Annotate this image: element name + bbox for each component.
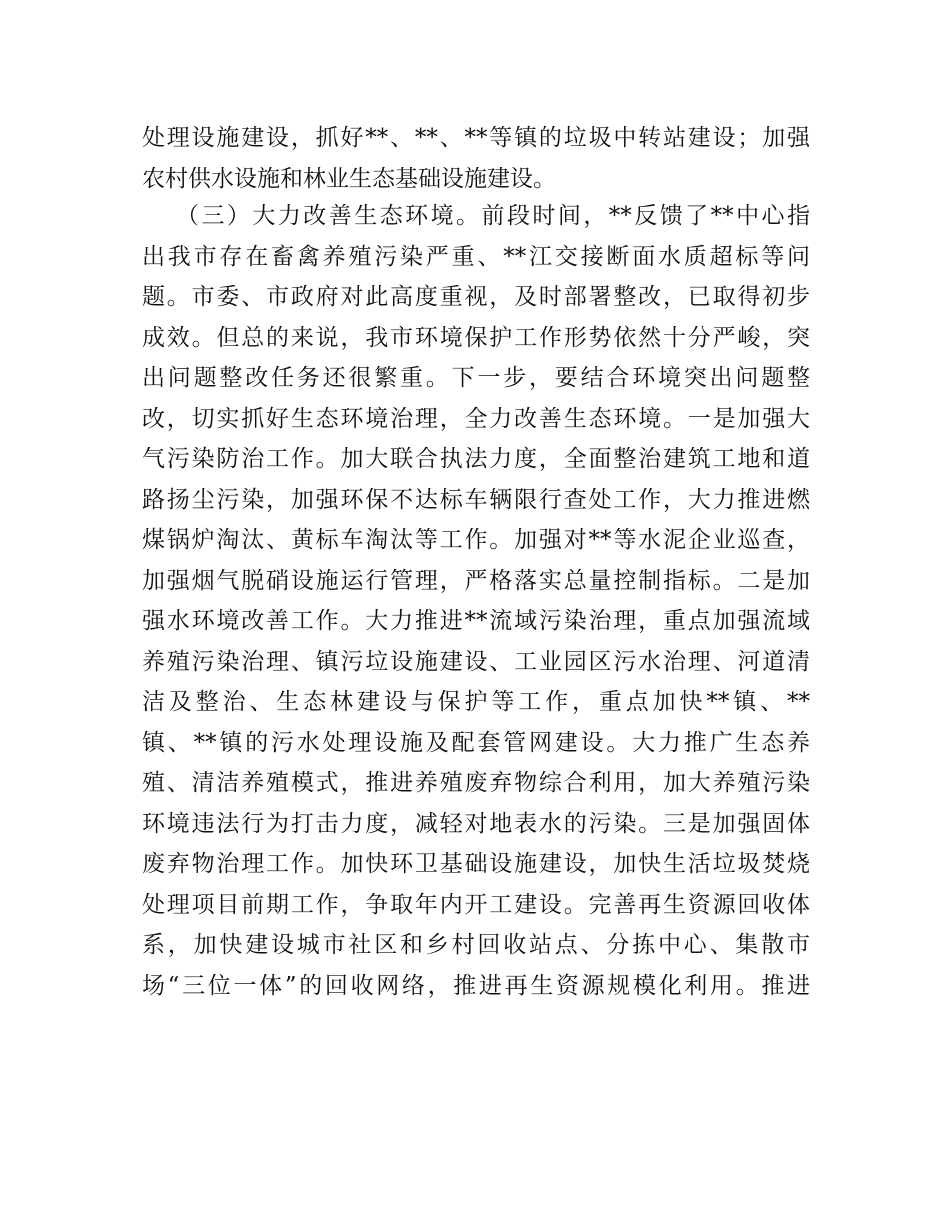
text-line: 殖、清洁养殖模式，推进养殖废弃物综合利用，加大养殖污染: [142, 770, 810, 796]
text-line: 气污染防治工作。加大联合执法力度，全面整治建筑工地和道: [142, 446, 810, 472]
text-line: 路扬尘污染，加强环保不达标车辆限行查处工作，大力推进燃: [142, 486, 810, 513]
text-line: 镇、**镇的污水处理设施及配套管网建设。大力推广生态养: [142, 729, 810, 756]
text-line: 加强烟气脱硝设施运行管理，严格落实总量控制指标。二是加: [142, 567, 810, 594]
text-line: 处理项目前期工作，争取年内开工建设。完善再生资源回收体: [142, 891, 810, 918]
text-line: 场“三位一体”的回收网络，推进再生资源规模化利用。推进: [142, 972, 810, 999]
text-line: 农村供水设施和林业生态基础设施建设。: [142, 165, 556, 192]
text-line: 成效。但总的来说，我市环境保护工作形势依然十分严峻，突: [142, 324, 810, 351]
text-line: 废弃物治理工作。加快环卫基础设施建设，加快生活垃圾焚烧: [142, 851, 810, 877]
paragraph-ecological-environment: [142, 196, 810, 1006]
text-line: 改，切实抓好生态环境治理，全力改善生态环境。一是加强大: [142, 405, 810, 432]
text-line: 环境违法行为打击力度，减轻对地表水的污染。三是加强固体: [142, 810, 810, 837]
text-line: 系，加快建设城市社区和乡村回收站点、分拣中心、集散市: [142, 932, 810, 958]
text-line: 煤锅炉淘汰、黄标车淘汰等工作。加强对**等水泥企业巡查，: [142, 527, 810, 553]
text-line: 出我市存在畜禽养殖污染严重、**江交接断面水质超标等问: [142, 243, 810, 270]
text-line: 强水环境改善工作。大力推进**流域污染治理，重点加强流域: [142, 608, 810, 634]
text-line: 题。市委、市政府对此高度重视，及时部署整改，已取得初步: [142, 284, 810, 310]
text-line: 洁及整治、生态林建设与保护等工作，重点加快**镇、**: [142, 689, 810, 715]
text-line-indented: （三）大力改善生态环境。前段时间，**反馈了**中心指: [176, 203, 810, 229]
text-line: 养殖污染治理、镇污垃设施建设、工业园区污水治理、河道清: [142, 648, 810, 675]
text-line: 出问题整改任务还很繁重。下一步，要结合环境突出问题整: [142, 365, 810, 391]
text-line: 处理设施建设，抓好**、**、**等镇的垃圾中转站建设；加强: [142, 125, 810, 151]
paragraph-infrastructure: [142, 118, 810, 199]
